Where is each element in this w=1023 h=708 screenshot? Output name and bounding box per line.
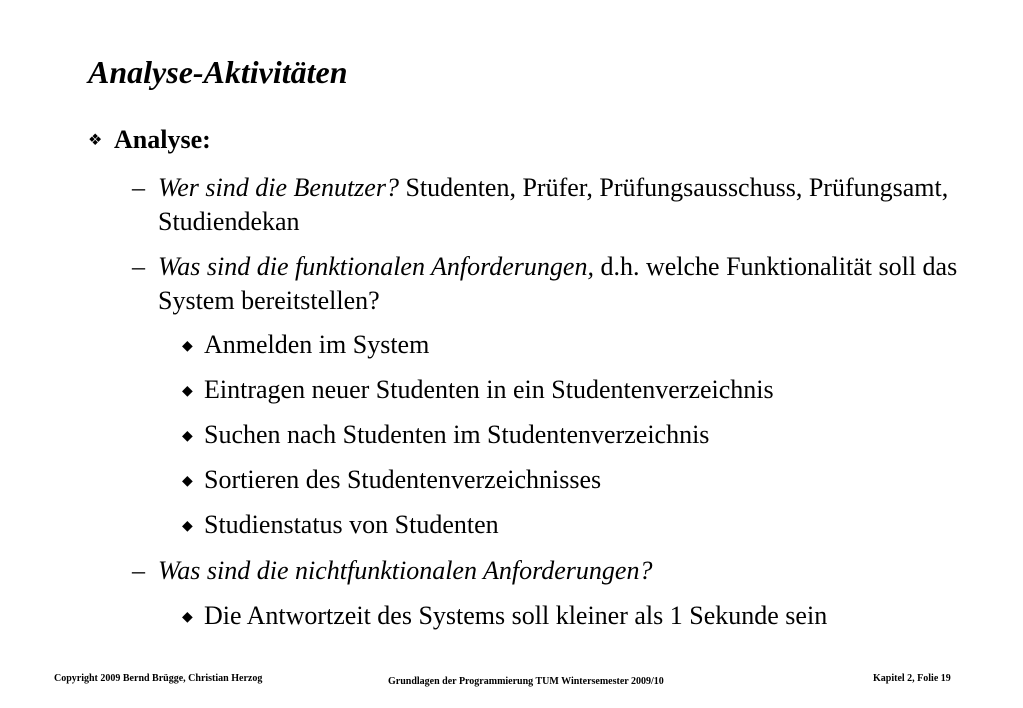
- point-text: [132, 250, 982, 318]
- point-nonfunctional: [132, 554, 982, 588]
- point-text: [132, 171, 982, 239]
- footer-course: Grundlagen der Programmierung TUM Wintersemester 2009/10: [388, 676, 664, 687]
- diamond-bullet-icon: ❖: [88, 132, 103, 149]
- list-item: [182, 508, 499, 544]
- diamond-bullet-icon: ◆: [182, 384, 193, 399]
- point-question: Was sind die nichtfunktionalen Anforderungen?: [158, 556, 653, 585]
- footer-copyright: Copyright 2009 Bernd Brügge, Christian Herzog: [54, 673, 263, 684]
- diamond-bullet-icon: ◆: [182, 519, 193, 534]
- diamond-bullet-icon: ◆: [182, 339, 193, 354]
- point-text: [132, 554, 982, 588]
- point-functional: [132, 250, 982, 318]
- point-question: Wer sind die Benutzer?: [158, 173, 399, 202]
- dash-marker: –: [132, 252, 145, 281]
- footer-slide-number: Kapitel 2, Folie 19: [873, 673, 951, 684]
- list-item-label: Anmelden im System: [204, 330, 430, 359]
- point-users: [132, 171, 982, 239]
- list-item-label: Studienstatus von Studenten: [204, 510, 499, 539]
- diamond-bullet-icon: ◆: [182, 429, 193, 444]
- section-heading: [88, 124, 211, 157]
- dash-marker: –: [132, 173, 145, 202]
- list-item: [182, 418, 709, 454]
- diamond-bullet-icon: ◆: [182, 474, 193, 489]
- dash-marker: –: [132, 556, 145, 585]
- list-item-label: Eintragen neuer Studenten in ein Studentenverzeichnis: [204, 375, 774, 404]
- slide-title: Analyse-Aktivitäten: [88, 54, 348, 90]
- list-item-label: Suchen nach Studenten im Studentenverzeichnis: [204, 420, 710, 449]
- point-answer: Studenten, Prüfer, Prüfungsausschuss, Prüfungsamt, Studiendekan: [158, 173, 949, 236]
- point-question: Was sind die funktionalen Anforderungen,: [158, 252, 594, 281]
- point-answer: d.h. welche Funktionalität soll das System bereitstellen?: [158, 252, 958, 315]
- diamond-bullet-icon: ◆: [182, 610, 193, 625]
- list-item: [182, 599, 827, 635]
- list-item-label: Sortieren des Studentenverzeichnisses: [204, 465, 602, 494]
- list-item: [182, 463, 601, 499]
- list-item-label: Die Antwortzeit des Systems soll kleiner als 1 Sekunde sein: [204, 601, 828, 630]
- section-heading-label: Analyse:: [114, 125, 211, 154]
- list-item: [182, 373, 774, 409]
- list-item: [182, 328, 429, 364]
